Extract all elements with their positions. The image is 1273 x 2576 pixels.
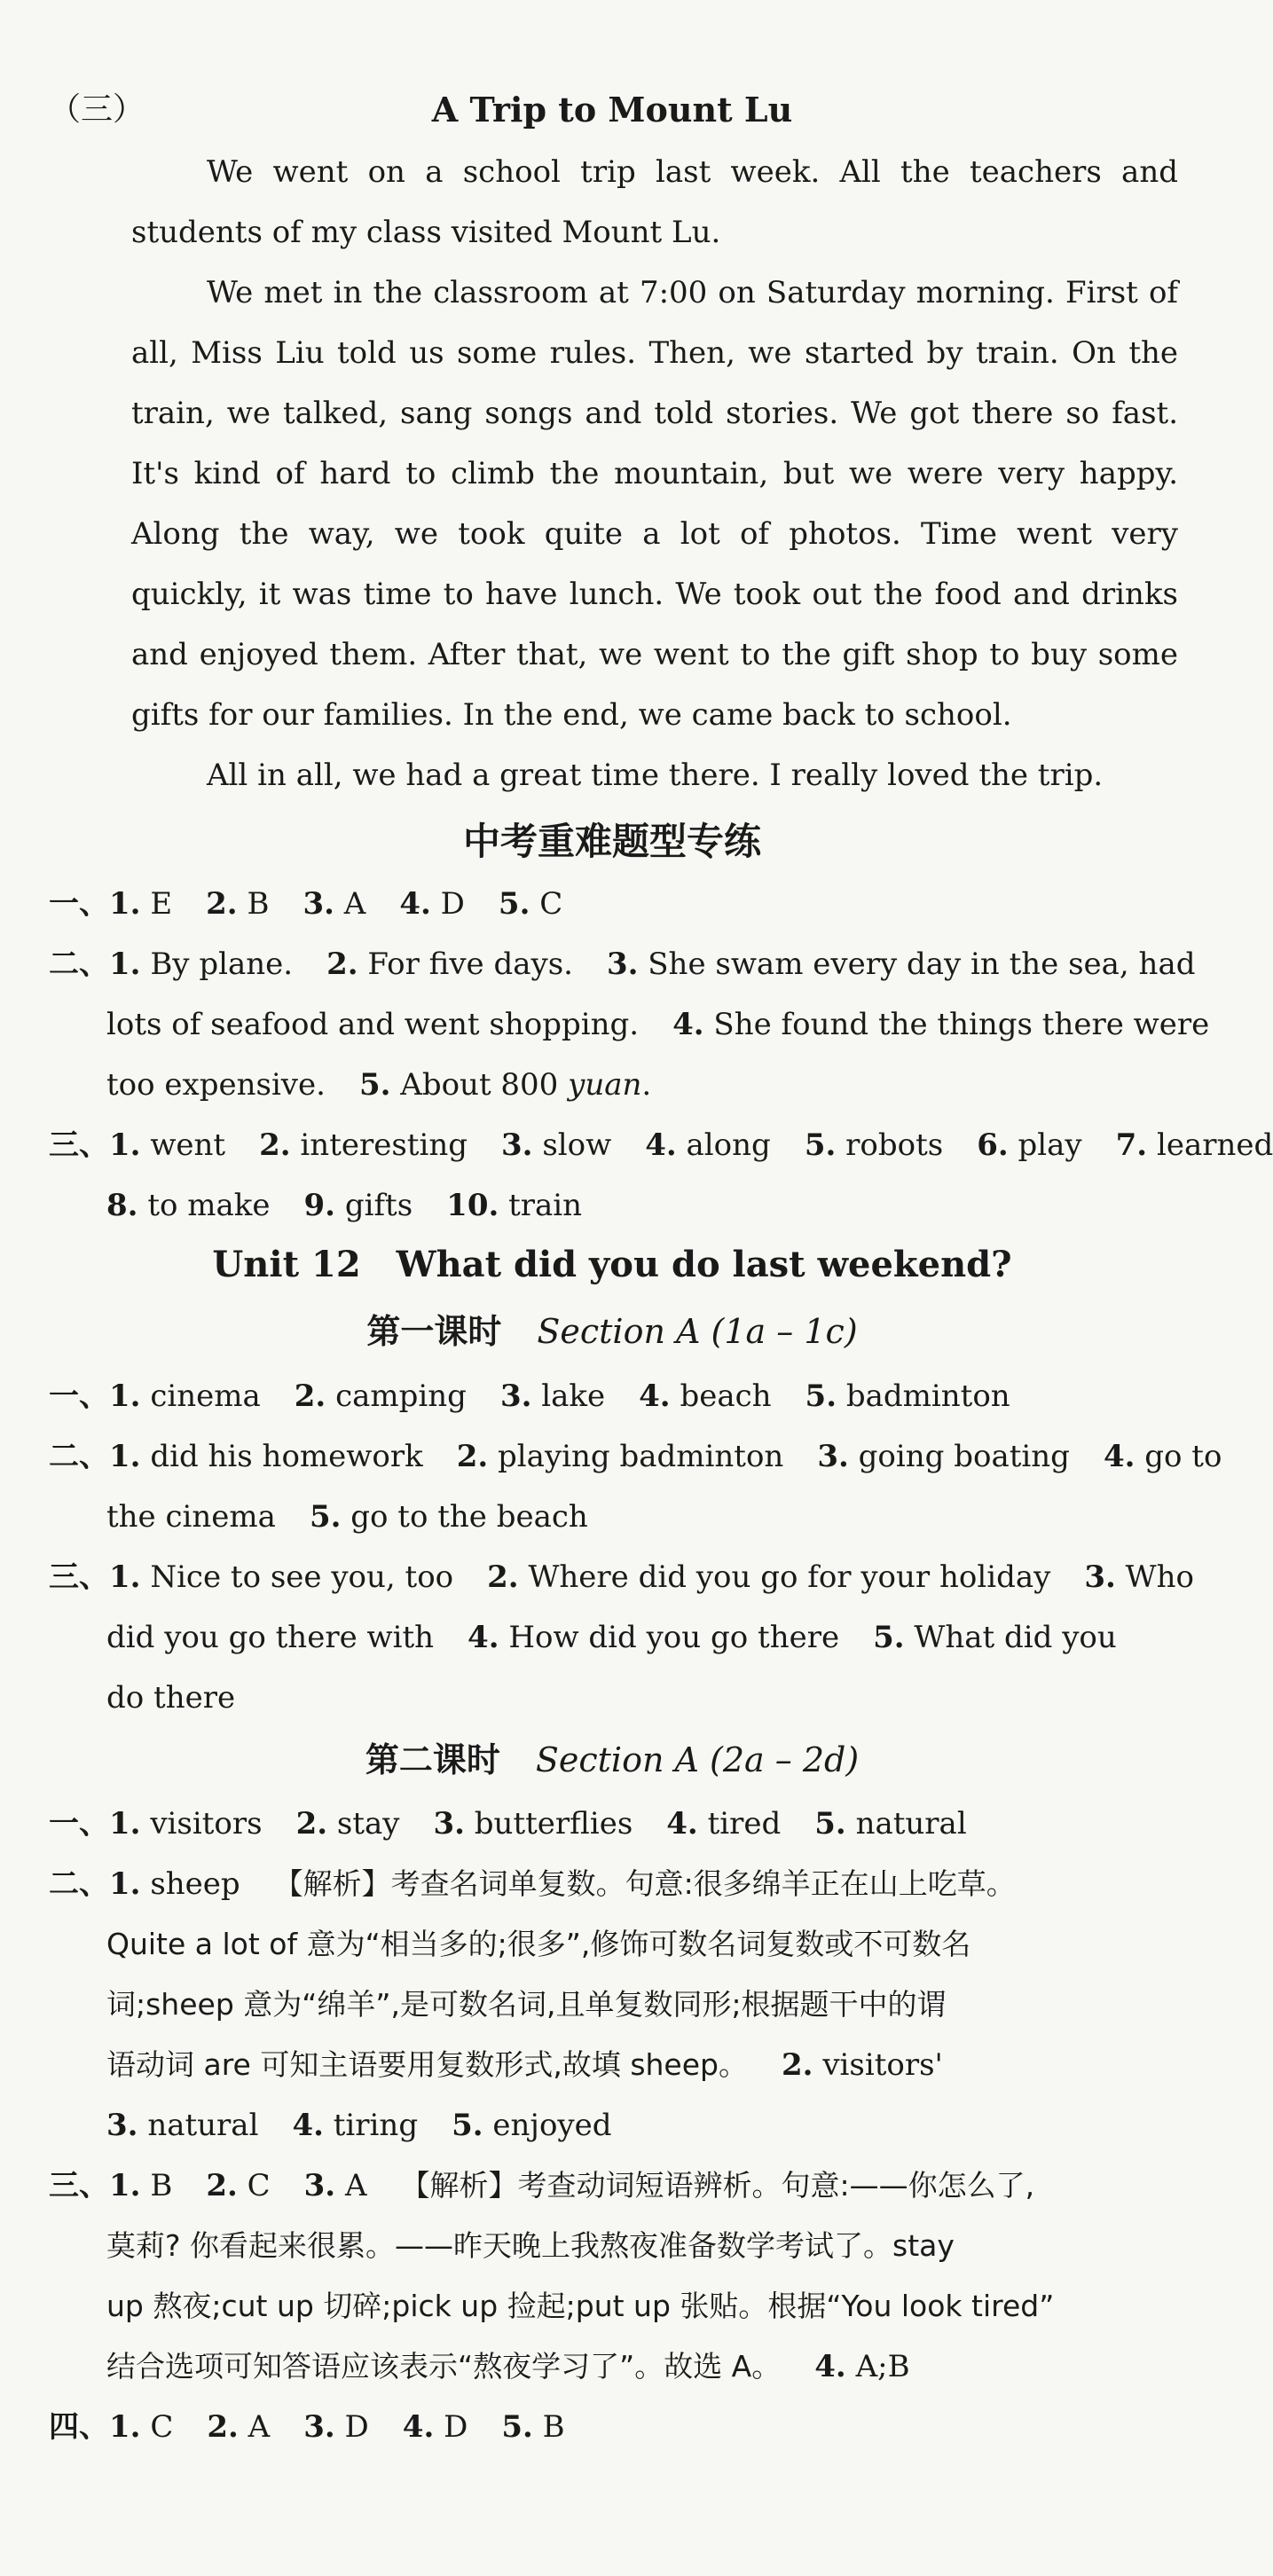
answer-line <box>49 2336 1177 2397</box>
item-number: 5. <box>814 1806 846 1842</box>
explanation-text: 结合选项可知答语应该表示“熬夜学习了”。故选 A。 <box>106 2349 782 2384</box>
answer-text: D <box>344 2409 369 2445</box>
answer-text: too expensive. <box>106 1067 326 1103</box>
answer-text: going boating <box>858 1439 1070 1474</box>
answer-text: She swam every day in the sea, had <box>648 946 1196 982</box>
answer-text: B <box>247 886 270 922</box>
passage-paragraph: We met in the classroom at 7:00 on Saturday morning. First of all, Miss Liu told us some rules. Then, we started by train. On the train, we talked, sang songs and told stories. We got there so fast. It's kind of hard to climb the mountain, but we were very happy. Along the way, we took quite a lot of photos. Time went very quickly, it was time to have lunch. We took out the food and drinks and enjoyed them. After that, we went to the gift shop to buy some gifts for our families. In the end, we came back to school. <box>131 275 1178 733</box>
answer-text: go to the beach <box>350 1499 588 1535</box>
answer-text: go to <box>1144 1439 1222 1474</box>
item-number: 10. <box>446 1188 499 1223</box>
answer-text: D <box>440 886 465 922</box>
answer-text: sheep <box>150 1866 240 1902</box>
answer-text: lots of seafood and went shopping. <box>106 1007 640 1042</box>
answer-text: C <box>247 2168 271 2203</box>
answer-text: A <box>344 2168 367 2203</box>
answer-text: Where did you go for your holiday <box>528 1559 1051 1595</box>
answer-text: cinema <box>150 1378 261 1414</box>
item-number: 4. <box>292 2108 324 2143</box>
answer-text: butterflies <box>474 1806 633 1842</box>
answer-text: slow <box>542 1127 612 1163</box>
answer-text: A;B <box>855 2349 910 2384</box>
item-number: 6. <box>977 1127 1009 1163</box>
answer-text: learned <box>1156 1127 1273 1163</box>
item-number: 1. <box>109 946 141 982</box>
answer-line <box>49 934 1196 994</box>
item-number: 2. <box>782 2047 813 2083</box>
answer-text: enjoyed <box>492 2108 612 2143</box>
answer-text: train <box>508 1188 583 1223</box>
answer-text: stay <box>336 1806 400 1842</box>
item-number: 3. <box>499 1378 532 1414</box>
item-number: 5. <box>498 886 530 922</box>
section-mark: 一、 <box>49 886 109 922</box>
passage-title: A Trip to Mount Lu <box>431 90 793 130</box>
item-number: 4. <box>468 1620 499 1655</box>
answer-text-italic: yuan <box>568 1067 642 1103</box>
answer-text: natural <box>147 2108 259 2143</box>
lesson-section: Section A (1a – 1c) <box>537 1312 858 1351</box>
section-mark: 一、 <box>49 1378 109 1414</box>
answer-text: beach <box>680 1378 772 1414</box>
item-number: 9. <box>303 1188 335 1223</box>
section-mark: 二、 <box>49 1439 109 1474</box>
passage-paragraph: All in all, we had a great time there. I really loved the trip. <box>207 758 1104 793</box>
answer-text: did his homework <box>150 1439 423 1474</box>
passage-paragraph: We went on a school trip last week. All the teachers and students of my class visited Mount Lu. <box>131 154 1178 250</box>
lesson-section: Section A (2a – 2d) <box>535 1740 860 1779</box>
item-number: 1. <box>109 886 141 922</box>
item-number: 2. <box>326 946 358 982</box>
answer-text: tired <box>707 1806 782 1842</box>
answer-text: playing badminton <box>498 1439 784 1474</box>
section-mark: 二、 <box>49 946 109 982</box>
item-number: 5. <box>501 2409 533 2445</box>
answer-line <box>49 1547 1194 1607</box>
answer-text: did you go there with <box>106 1620 435 1655</box>
item-number: 1. <box>109 2168 141 2203</box>
unit-heading <box>0 1235 1224 1295</box>
answer-line <box>49 1794 1177 1854</box>
item-number: 1. <box>109 1378 141 1414</box>
item-number: 2. <box>259 1127 291 1163</box>
item-number: 2. <box>487 1559 519 1595</box>
answer-line <box>49 1175 1177 1236</box>
item-number: 4. <box>399 886 431 922</box>
item-number: 2. <box>456 1439 489 1474</box>
answer-text: do there <box>106 1680 236 1716</box>
answer-line <box>49 1607 1177 1668</box>
lesson1-answers <box>49 1366 1222 1728</box>
answer-text: along <box>686 1127 771 1163</box>
item-number: 2. <box>294 1378 326 1414</box>
answer-text: She found the things there were <box>713 1007 1210 1042</box>
item-number: 5. <box>873 1620 905 1655</box>
lesson1-heading <box>0 1301 1224 1362</box>
item-number: 5. <box>358 1067 391 1103</box>
item-number: 2. <box>206 2168 238 2203</box>
zhongkao-answers <box>49 874 1273 1236</box>
answer-text: gifts <box>344 1188 413 1223</box>
item-number: 3. <box>817 1439 849 1474</box>
answer-line <box>49 2397 1177 2457</box>
zhongkao-heading: 中考重难题型专练 <box>462 820 761 863</box>
item-number: 4. <box>639 1378 671 1414</box>
lesson-label: 第一课时 <box>366 1312 502 1351</box>
passage-body <box>131 142 1178 805</box>
item-number: 2. <box>206 886 238 922</box>
item-number: 3. <box>303 2409 335 2445</box>
explanation-line: 莫莉? 你看起来很累。——昨天晚上我熬夜准备数学考试了。stay <box>106 2228 955 2263</box>
answer-line <box>49 1115 1273 1175</box>
answer-text: badminton <box>845 1378 1010 1414</box>
answer-line <box>49 1668 1177 1728</box>
answer-text: A <box>248 2409 271 2445</box>
item-number: 3. <box>106 2108 138 2143</box>
item-number: 4. <box>814 2349 846 2384</box>
lesson-label: 第二课时 <box>365 1740 500 1779</box>
item-number: 3. <box>606 946 639 982</box>
item-number: 4. <box>666 1806 698 1842</box>
item-number: 3. <box>433 1806 465 1842</box>
item-number: 5. <box>805 1378 837 1414</box>
item-number: 5. <box>452 2108 483 2143</box>
answer-line <box>49 1366 1177 1426</box>
item-number: 1. <box>109 1439 141 1474</box>
answer-text: Who <box>1125 1559 1194 1595</box>
section-mark: 三、 <box>49 1559 109 1595</box>
item-number: 4. <box>645 1127 677 1163</box>
item-number: 3. <box>303 886 334 922</box>
answer-text: . <box>641 1067 652 1103</box>
explanation-text: 语动词 are 可知主语要用复数形式,故填 sheep。 <box>106 2047 748 2082</box>
item-number: 5. <box>804 1127 837 1163</box>
answer-text: to make <box>147 1188 271 1223</box>
answer-text: visitors <box>150 1806 263 1842</box>
item-number: 3. <box>501 1127 533 1163</box>
explanation-line: Quite a lot of 意为“相当多的;很多”,修饰可数名词复数或不可数名 <box>106 1927 971 1961</box>
explanation-text: 考查名词单复数。句意:很多绵羊正在山上吃草。 <box>390 1866 1016 1901</box>
explanation-tag: 【解析】 <box>273 1866 391 1901</box>
explanation-line: up 熬夜;cut up 切碎;pick up 捡起;put up 张贴。根据“You look tired” <box>106 2289 1055 2323</box>
answer-text: C <box>539 886 563 922</box>
answer-text: play <box>1018 1127 1082 1163</box>
passage-header <box>0 80 1249 142</box>
unit-number: Unit 12 <box>212 1244 361 1285</box>
answer-text: tiring <box>333 2108 419 2143</box>
item-number: 3. <box>1084 1559 1116 1595</box>
answer-text: E <box>150 886 173 922</box>
item-number: 8. <box>106 1188 138 1223</box>
answer-text: B <box>542 2409 565 2445</box>
unit-question: What did you do last weekend? <box>396 1244 1012 1285</box>
answer-line <box>49 1426 1222 1487</box>
item-number: 1. <box>109 2409 141 2445</box>
section-mark: 一、 <box>49 1806 109 1842</box>
answer-text: robots <box>845 1127 944 1163</box>
item-number: 2. <box>295 1806 328 1842</box>
explanation-text: 考查动词短语辨析。句意:——你怎么了, <box>517 2168 1035 2203</box>
answer-line <box>49 874 1177 934</box>
answer-line <box>49 2035 1177 2095</box>
answer-text: For five days. <box>367 946 573 982</box>
item-number: 4. <box>672 1007 704 1042</box>
answer-line: 二、1. sheep 【解析】考查名词单复数。句意:很多绵羊正在山上吃草。 <box>49 1866 1016 1902</box>
item-number: 3. <box>303 2168 336 2203</box>
answer-line <box>49 994 1210 1055</box>
answer-text: How did you go there <box>508 1620 840 1655</box>
answer-text: About 800 <box>400 1067 569 1103</box>
answer-text: lake <box>541 1378 606 1414</box>
answer-line <box>49 1055 1177 1115</box>
item-number: 1. <box>109 1559 141 1595</box>
passage-number: （三） <box>49 91 145 128</box>
item-number: 2. <box>207 2409 239 2445</box>
answer-text: A <box>343 886 366 922</box>
answer-text: the cinema <box>106 1499 276 1535</box>
answer-line <box>49 1487 1177 1547</box>
answer-text: B <box>150 2168 173 2203</box>
item-number: 1. <box>109 1127 141 1163</box>
answer-text: C <box>150 2409 174 2445</box>
answer-text: D <box>444 2409 468 2445</box>
answer-text: Nice to see you, too <box>150 1559 454 1595</box>
answer-text: What did you <box>914 1620 1117 1655</box>
lesson2-answers <box>49 1794 1177 2457</box>
item-number: 7. <box>1115 1127 1148 1163</box>
item-number: 5. <box>309 1499 342 1535</box>
answer-line <box>49 2095 1177 2156</box>
lesson2-heading <box>0 1730 1224 1790</box>
explanation-tag: 【解析】 <box>400 2168 518 2203</box>
section-mark: 三、 <box>49 1127 109 1163</box>
answer-text: went <box>150 1127 226 1163</box>
answer-text: camping <box>335 1378 467 1414</box>
answer-text: By plane. <box>150 946 294 982</box>
explanation-line: 词;sheep 意为“绵羊”,是可数名词,且单复数同形;根据题干中的谓 <box>106 1987 947 2022</box>
item-number: 4. <box>402 2409 435 2445</box>
answer-line <box>49 2156 1177 2216</box>
answer-text: interesting <box>300 1127 468 1163</box>
answer-text: natural <box>855 1806 967 1842</box>
section-mark: 三、 <box>49 2168 109 2203</box>
section-mark: 二、 <box>49 1866 109 1902</box>
item-number: 4. <box>1103 1439 1135 1474</box>
answer-text: visitors' <box>822 2047 943 2083</box>
section-mark: 四、 <box>49 2409 109 2445</box>
item-number: 1. <box>109 1806 141 1842</box>
